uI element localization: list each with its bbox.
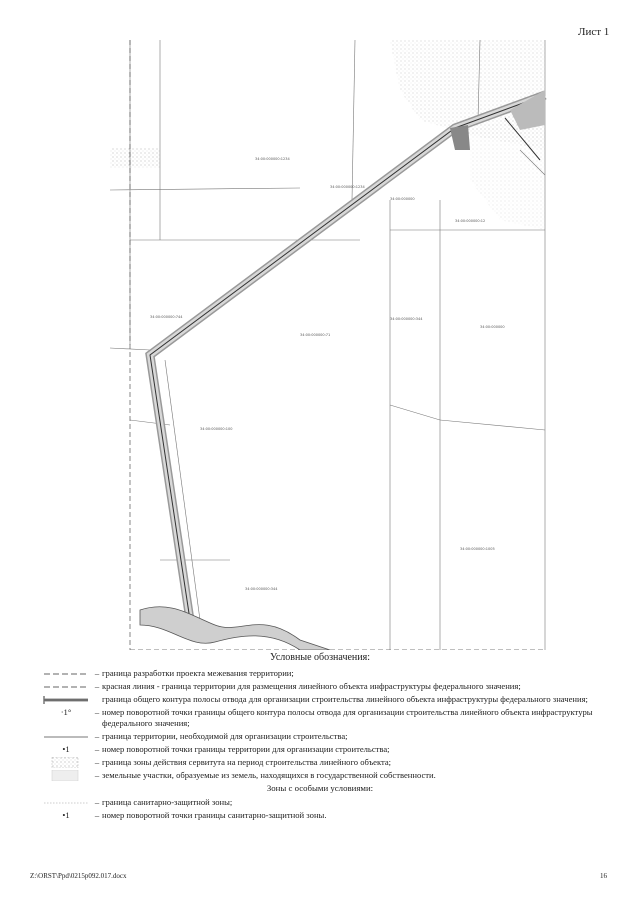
sheet-number: Лист 1 <box>578 26 610 38</box>
legend-row: •1 – номер поворотной точки границы санитарно-защитной зоны. <box>40 810 600 821</box>
legend-row: – граница санитарно-защитной зоны; <box>40 797 600 808</box>
sanitary-zone-icon <box>40 797 92 808</box>
terrain-area-right <box>470 110 545 230</box>
svg-text:34:00:000000:1234: 34:00:000000:1234 <box>255 157 290 161</box>
svg-text:34:00:000000:344: 34:00:000000:344 <box>245 587 278 591</box>
legend-row: – граница разработки проекта межевания территории; <box>40 668 600 679</box>
svg-text:34:00:000000: 34:00:000000 <box>390 197 415 201</box>
svg-text:34:00:000000:100: 34:00:000000:100 <box>200 427 233 431</box>
svg-text:34:00:000000:12: 34:00:000000:12 <box>455 219 486 223</box>
svg-text:34:00:000000: 34:00:000000 <box>480 325 505 329</box>
page-number: 16 <box>600 872 607 880</box>
sanitary-point-marker: •1 <box>62 810 70 820</box>
legend-row: – граница зоны действия сервитута на период строительства линейного объекта; <box>40 757 600 768</box>
svg-text:34:00:000000:1234: 34:00:000000:1234 <box>330 185 365 189</box>
legend <box>40 668 600 823</box>
construction-point-marker: •1 <box>62 744 70 754</box>
red-line-icon <box>40 681 92 692</box>
turn-point-marker: ·1° <box>60 707 72 717</box>
state-land-icon <box>40 770 92 781</box>
legend-title: Условные обозначения: <box>269 652 370 663</box>
svg-text:34:00:000000:744: 34:00:000000:744 <box>150 315 183 319</box>
legend-row: ·1° – номер поворотной точки границы общего контура полосы отвода для организации строительства линейного объекта инфраструктуры федерального значения; <box>40 707 600 729</box>
svg-text:34:00:000000:1005: 34:00:000000:1005 <box>460 547 495 551</box>
svg-text:34:00:000000:71: 34:00:000000:71 <box>300 333 331 337</box>
legend-subtitle: Зоны с особыми условиями: <box>266 783 374 793</box>
terrain-area-left <box>110 148 160 168</box>
servitude-zone-icon <box>40 757 92 768</box>
river <box>140 607 330 650</box>
corridor-contour-icon <box>40 694 92 705</box>
legend-row: – земельные участки, образуемые из земель, находящихся в государственной собственности. <box>40 770 600 781</box>
legend-row: граница общего контура полосы отвода для организации строительства линейного объекта инфраструктуры федерального значения; <box>40 694 600 705</box>
file-path: Z:\ORST\Ppd\0215p092.017.docx <box>30 872 127 880</box>
corridor-end-block <box>450 125 470 150</box>
svg-text:34:00:000000:344: 34:00:000000:344 <box>390 317 423 321</box>
legend-row: •1 – номер поворотной точки границы территории для организации строительства; <box>40 744 600 755</box>
dashed-line-icon <box>40 668 92 679</box>
construction-boundary-icon <box>40 731 92 742</box>
legend-row: – красная линия - граница территории для размещения линейного объекта инфраструктуры федерального значения; <box>40 681 600 692</box>
legend-row: – граница территории, необходимой для организации строительства; <box>40 731 600 742</box>
